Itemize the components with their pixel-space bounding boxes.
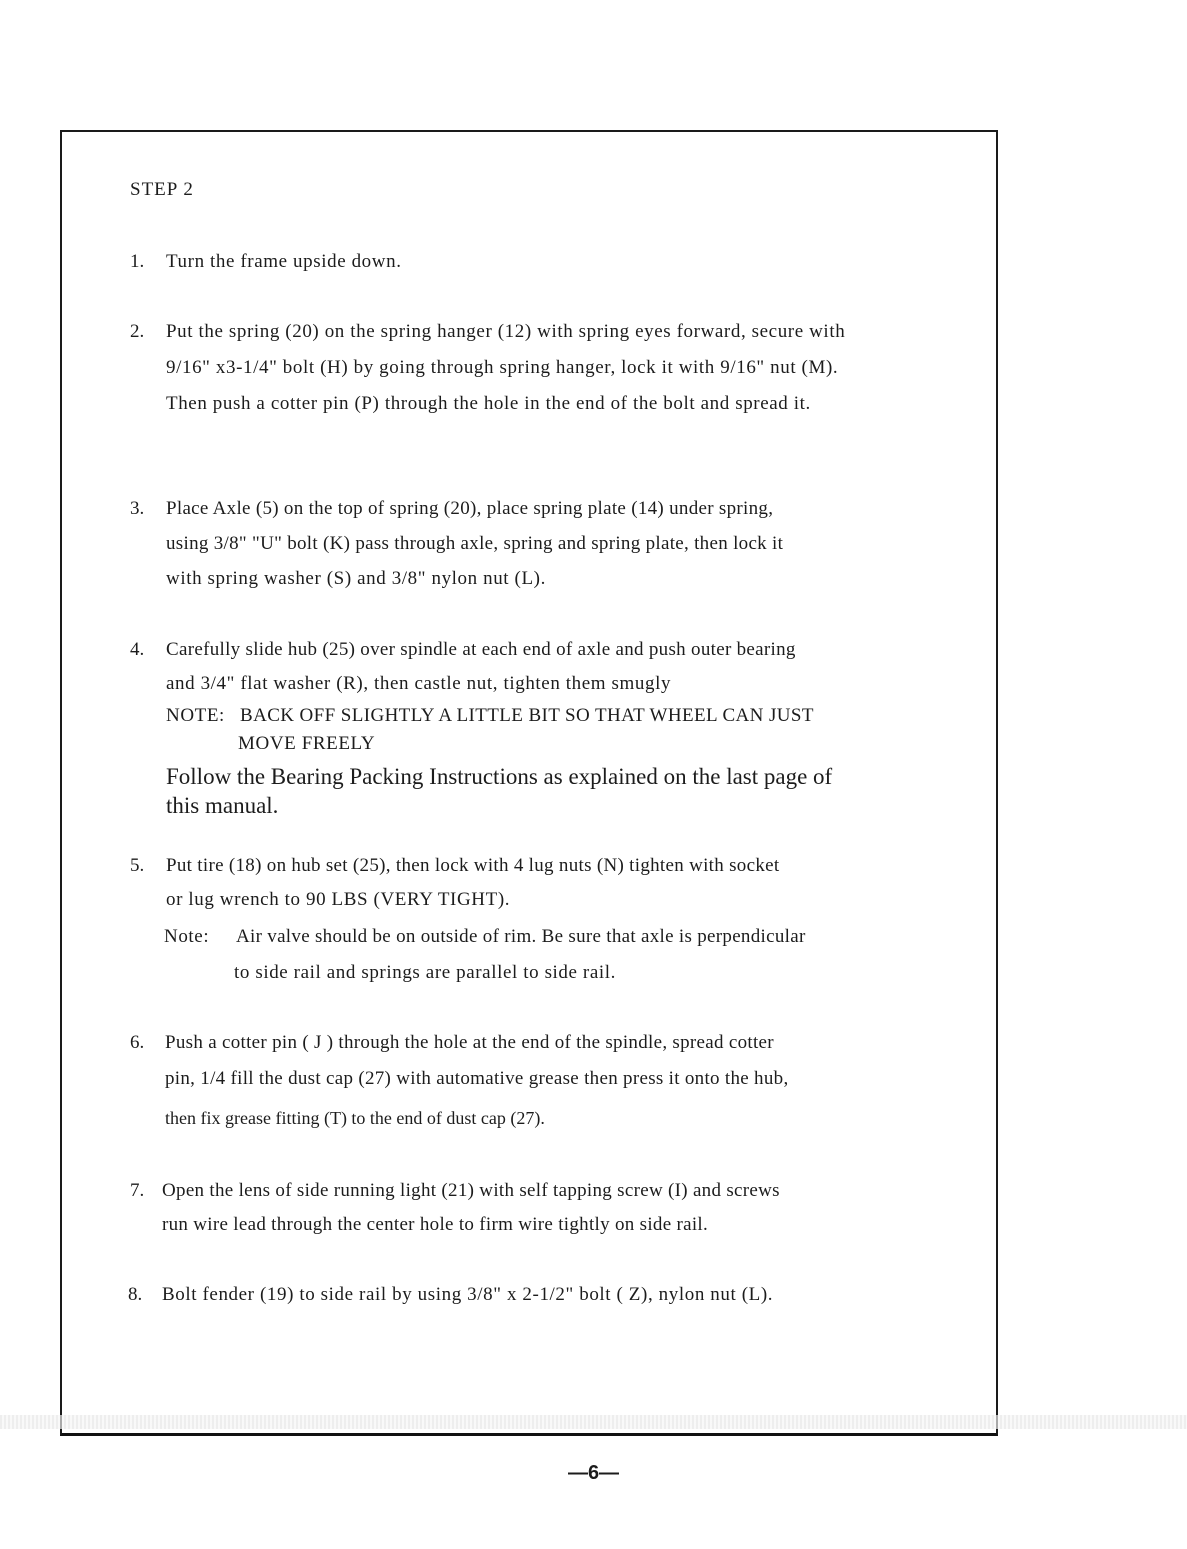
note-line: MOVE FREELY — [238, 733, 376, 754]
step-number: 5. — [130, 855, 145, 876]
note-label: NOTE: — [166, 705, 225, 726]
step-line: using 3/8" "U" bolt (K) pass through axle, spring and spring plate, then lock it — [166, 533, 784, 554]
page-number: —6— — [567, 1462, 620, 1484]
note-label: Note: — [164, 926, 210, 947]
step-line: run wire lead through the center hole to firm wire tightly on side rail. — [162, 1214, 709, 1235]
scan-artifact-band — [0, 1415, 1187, 1429]
step-line: Carefully slide hub (25) over spindle at each end of axle and push outer bearing — [166, 639, 796, 660]
step-line: Push a cotter pin ( J ) through the hole at the end of the spindle, spread cotter — [165, 1032, 774, 1053]
step-line: Place Axle (5) on the top of spring (20), place spring plate (14) under spring, — [166, 498, 774, 519]
step-line: pin, 1/4 fill the dust cap (27) with automative grease then press it onto the hub, — [165, 1068, 789, 1089]
step-line: Open the lens of side running light (21) with self tapping screw (I) and screws — [162, 1180, 780, 1201]
step-line: with spring washer (S) and 3/8" nylon nut (L). — [166, 568, 546, 589]
step-number: 7. — [130, 1180, 145, 1201]
step-number: 2. — [130, 321, 145, 342]
note-line: BACK OFF SLIGHTLY A LITTLE BIT SO THAT WHEEL CAN JUST — [240, 705, 814, 726]
step-line: Turn the frame upside down. — [166, 251, 402, 272]
step-line: Put the spring (20) on the spring hanger (12) with spring eyes forward, secure with — [166, 321, 846, 342]
step-line: 9/16" x3-1/4" bolt (H) by going through spring hanger, lock it with 9/16" nut (M). — [166, 357, 839, 378]
step-line: Bolt fender (19) to side rail by using 3/8" x 2-1/2" bolt ( Z), nylon nut (L). — [162, 1284, 774, 1305]
note-line: Air valve should be on outside of rim. Be sure that axle is perpendicular — [236, 926, 806, 947]
step-line: Put tire (18) on hub set (25), then lock with 4 lug nuts (N) tighten with socket — [166, 855, 780, 876]
step-line: Then push a cotter pin (P) through the hole in the end of the bolt and spread it. — [166, 393, 811, 414]
step-line: and 3/4" flat washer (R), then castle nut, tighten them smugly — [166, 673, 672, 694]
note-line: to side rail and springs are parallel to side rail. — [234, 962, 616, 983]
follow-instruction-line: Follow the Bearing Packing Instructions as explained on the last page of — [166, 764, 833, 789]
step-number: 4. — [130, 639, 145, 660]
step-line: then fix grease fitting (T) to the end of dust cap (27). — [165, 1108, 545, 1128]
step-number: 8. — [128, 1284, 143, 1305]
follow-instruction-line: this manual. — [166, 793, 279, 818]
step-number: 1. — [130, 251, 145, 272]
step-line: or lug wrench to 90 LBS (VERY TIGHT). — [166, 889, 511, 910]
step-title: STEP 2 — [130, 179, 194, 200]
step-number: 6. — [130, 1032, 145, 1053]
step-number: 3. — [130, 498, 145, 519]
